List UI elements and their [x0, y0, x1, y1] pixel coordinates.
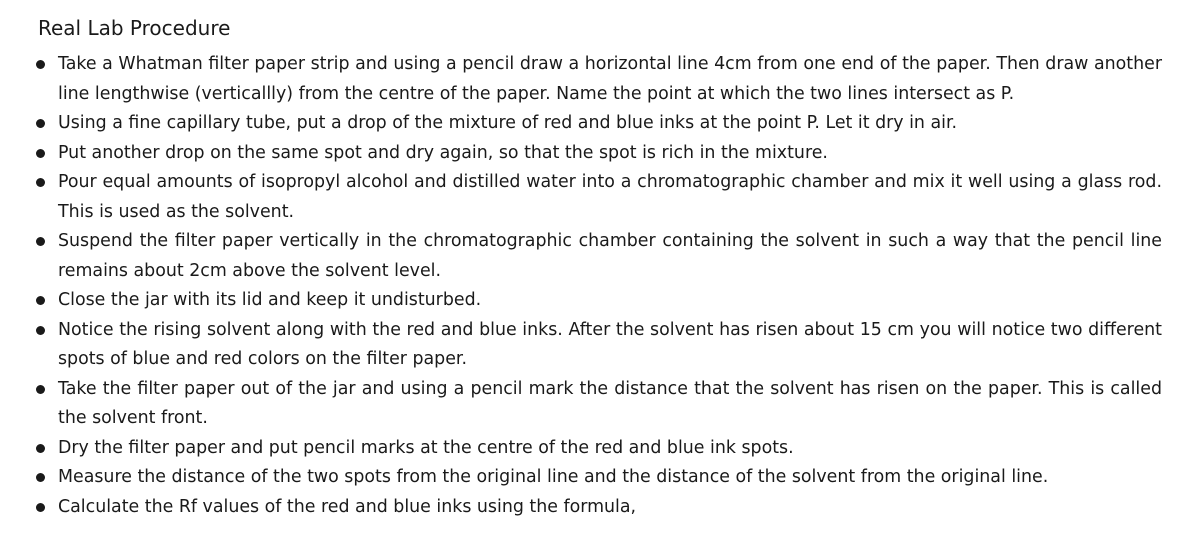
step-text: Measure the distance of the two spots from the original line and the distance of the solvent from the original line. [58, 467, 1049, 487]
step-text: Calculate the Rf values of the red and blue inks using the formula, [58, 496, 637, 517]
list-item-1 [38, 50, 1162, 109]
list-item-2 [38, 109, 1162, 139]
list-item-6 [38, 286, 1162, 316]
step-text: Using a fine capillary tube, put a drop of the mixture of red and blue inks at the point P. Let it dry in air. [58, 113, 958, 133]
bullet-icon [36, 296, 45, 305]
step-text: Take a Whatman filter paper strip and using a pencil draw a horizontal line 4cm from one end of the paper. Then draw another line lengthwise (verticallly) from the centre of the paper. Name the point at which the two lines intersect as P. [58, 54, 1162, 104]
step-text: Take the filter paper out of the jar and using a pencil mark the distance that the solvent has risen on the paper. This is called the solvent front. [58, 378, 1162, 428]
bullet-icon [36, 385, 45, 394]
bullet-icon [36, 473, 45, 482]
step-text: Pour equal amounts of isopropyl alcohol and distilled water into a chromatographic chamber and mix it well using a glass rod. This is used as the solvent. [58, 172, 1162, 222]
list-item-9 [38, 434, 1162, 464]
bullet-icon [36, 60, 45, 69]
bullet-icon [36, 503, 45, 512]
bullet-icon [36, 149, 45, 158]
list-item-4 [38, 168, 1162, 227]
step-text: Dry the filter paper and put pencil marks at the centre of the red and blue ink spots. [58, 437, 794, 458]
step-text: Notice the rising solvent along with the red and blue inks. After the solvent has risen about 15 cm you will notice two different spots of blue and red colors on the filter paper. [58, 319, 1162, 369]
page-title: Real Lab Procedure [38, 16, 231, 40]
list-item-5 [38, 227, 1162, 286]
bullet-icon [36, 237, 45, 246]
bullet-icon [36, 444, 45, 453]
list-item-3 [38, 139, 1162, 169]
bullet-icon [36, 178, 45, 187]
list-item-7 [38, 316, 1162, 375]
step-text: Put another drop on the same spot and dry again, so that the spot is rich in the mixture. [58, 142, 828, 163]
list-item-11 [38, 493, 1162, 523]
bullet-icon [36, 119, 45, 128]
list-item-8 [38, 375, 1162, 434]
step-text: Suspend the filter paper vertically in the chromatographic chamber containing the solvent in such a way that the pencil line remains about 2cm above the solvent level. [58, 231, 1162, 281]
step-text: Close the jar with its lid and keep it undisturbed. [58, 290, 482, 310]
procedure-list [38, 50, 1162, 522]
list-item-10 [38, 463, 1162, 493]
bullet-icon [36, 326, 45, 335]
